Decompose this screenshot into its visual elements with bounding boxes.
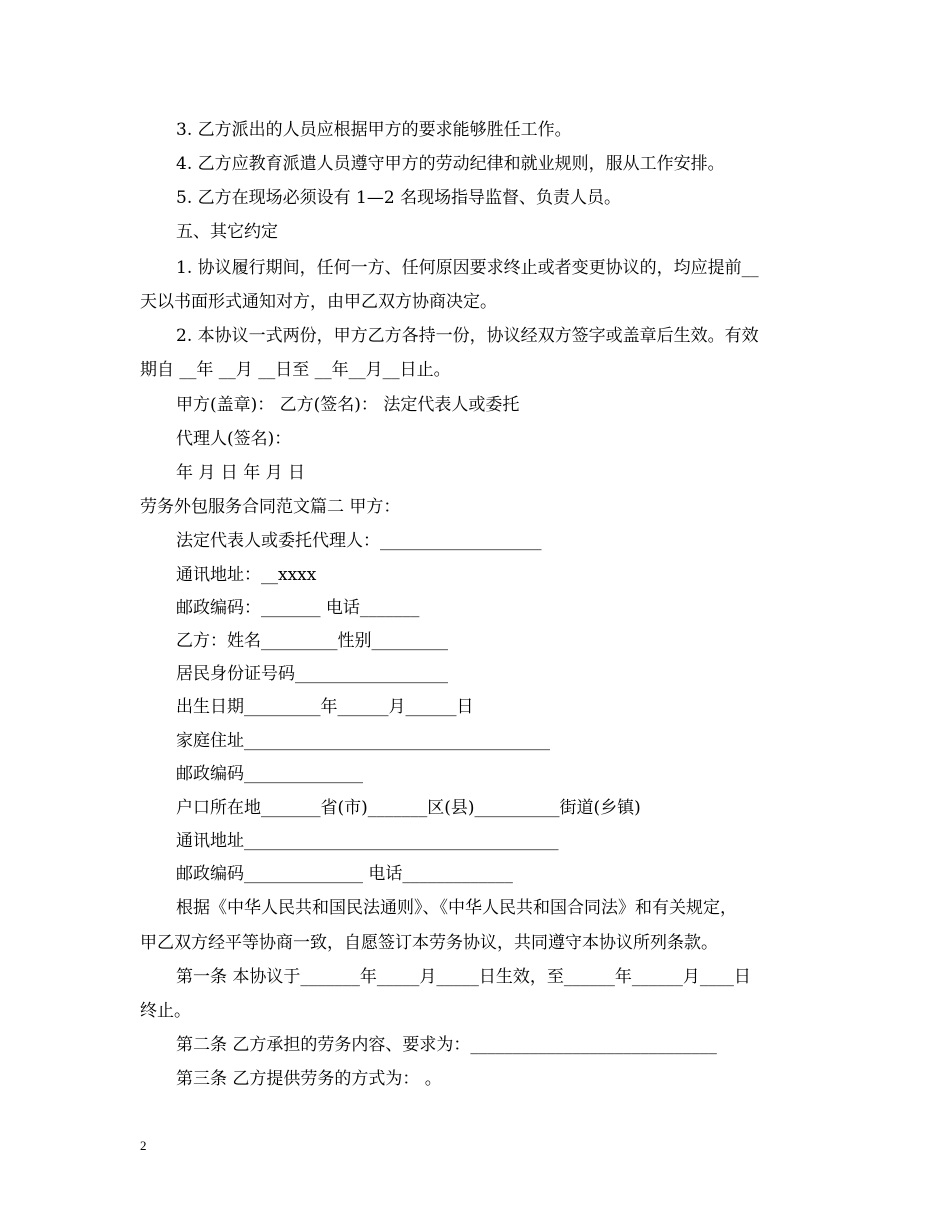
clause-line: 第三条 乙方提供劳务的方式为： 。 bbox=[176, 1069, 442, 1089]
form-line: 法定代表人或委托代理人：___________________ bbox=[176, 531, 542, 551]
form-line: 乙方：姓名_________性别_________ bbox=[176, 631, 448, 651]
clause-line: 第一条 本协议于_______年_____月_____日生效，至______年______月____日 bbox=[176, 967, 751, 987]
clause-line: 根据《中华人民共和国民法通则》、《中华人民共和国合同法》和有关规定， bbox=[176, 898, 737, 918]
form-line: 家庭住址____________________________________ bbox=[176, 731, 550, 751]
page-number: 2 bbox=[140, 1138, 147, 1153]
form-line: 邮政编码______________ 电话_____________ bbox=[176, 864, 513, 884]
form-line: 通讯地址：__xxxx bbox=[176, 565, 317, 585]
signature-line: 甲方(盖章)： 乙方(签名)： 法定代表人或委托 bbox=[176, 395, 520, 415]
signature-line: 代理人(签名)： bbox=[176, 429, 292, 449]
form-line: 出生日期_________年______月______日 bbox=[176, 697, 474, 717]
clause-line: 3. 乙方派出的人员应根据甲方的要求能够胜任工作。 bbox=[176, 120, 572, 140]
clause-line: 甲乙双方经平等协商一致，自愿签订本劳务协议，共同遵守本协议所列条款。 bbox=[140, 933, 718, 953]
clause-line: 期自 __年 __月 __日至 __年__月__日止。 bbox=[140, 360, 451, 380]
document-title: 劳务外包服务合同范文篇二 甲方： bbox=[140, 497, 401, 517]
clause-line: 天以书面形式通知对方，由甲乙双方协商决定。 bbox=[140, 292, 497, 312]
clause-line: 4. 乙方应教育派遣人员遵守甲方的劳动纪律和就业规则，服从工作安排。 bbox=[176, 154, 725, 174]
form-line: 居民身份证号码__________________ bbox=[176, 664, 448, 684]
clause-line: 终止。 bbox=[140, 1001, 191, 1021]
clause-line: 第二条 乙方承担的劳务内容、要求为：_____________________________ bbox=[176, 1035, 717, 1055]
date-line: 年 月 日 年 月 日 bbox=[176, 463, 306, 483]
clause-line: 1. 协议履行期间，任何一方、任何原因要求终止或者变更协议的，均应提前__ bbox=[176, 258, 759, 278]
form-line: 通讯地址_____________________________________ bbox=[176, 831, 559, 851]
form-line: 邮政编码：_______ 电话_______ bbox=[176, 598, 420, 618]
clause-line: 2. 本协议一式两份，甲方乙方各持一份，协议经双方签字或盖章后生效。有效 bbox=[176, 326, 759, 346]
form-line: 邮政编码______________ bbox=[176, 764, 363, 784]
section-heading: 五、其它约定 bbox=[176, 222, 278, 242]
clause-line: 5. 乙方在现场必须设有 1—2 名现场指导监督、负责人员。 bbox=[176, 188, 622, 208]
form-line: 户口所在地_______省(市)_______区(县)__________街道(乡镇) bbox=[176, 798, 641, 818]
